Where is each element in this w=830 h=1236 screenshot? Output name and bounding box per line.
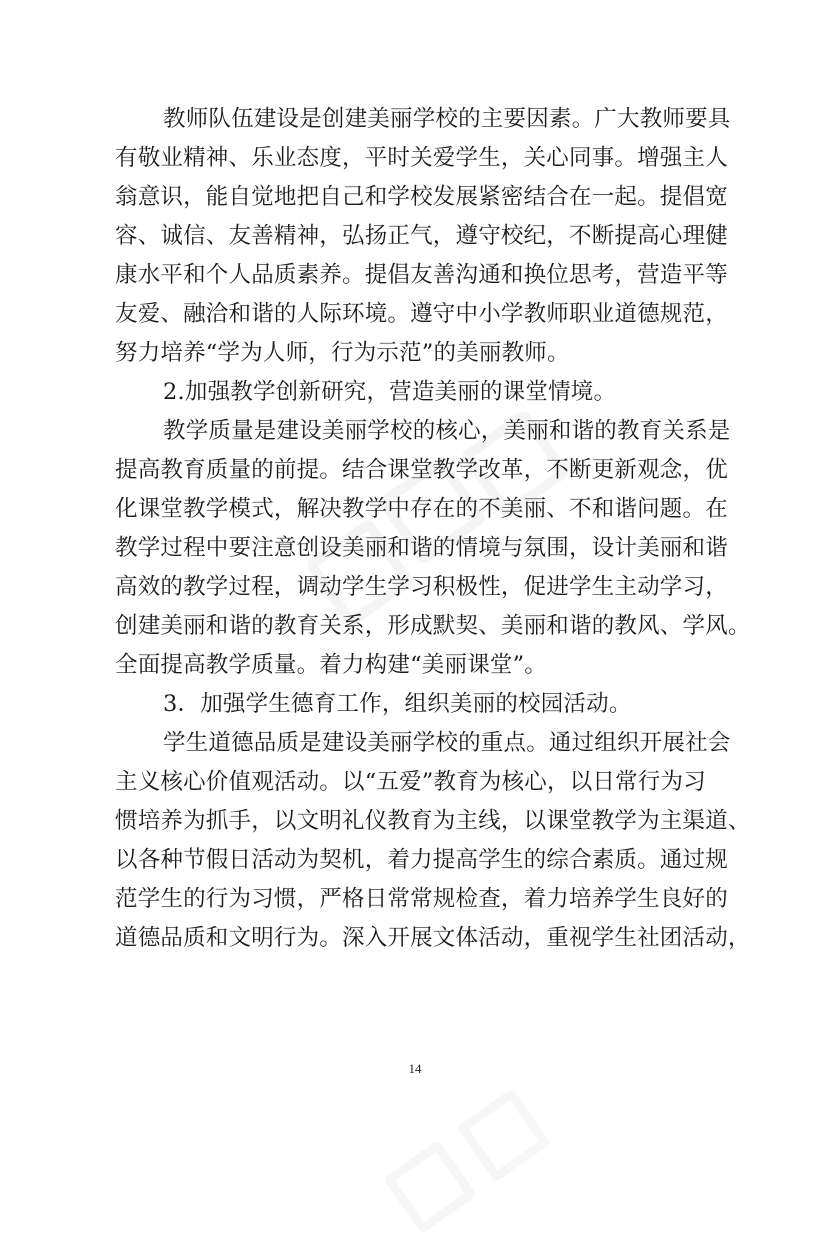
paragraph-teacher-team-line-6: 友爱、融洽和谐的人际环境。遵守中小学教师职业道德规范， [115, 301, 728, 327]
paragraph-teacher-team-line-2: 有敬业精神、乐业态度，平时关爱学生，关心同事。增强主人 [115, 145, 728, 171]
section-heading-2: 2.加强教学创新研究，营造美丽的课堂情境。 [163, 379, 617, 405]
paragraph-teacher-team-line-3: 翁意识，能自觉地把自己和学校发展紧密结合在一起。提倡宽 [115, 184, 728, 210]
paragraph-teacher-team-line-7: 努力培养“学为人师，行为示范”的美丽教师。 [115, 340, 570, 366]
paragraph-moral-line-5: 范学生的行为习惯，严格日常常规检查，着力培养学生良好的 [115, 886, 728, 912]
paragraph-teacher-team-line-1: 教师队伍建设是创建美丽学校的主要因素。广大教师要具 [163, 106, 731, 132]
paragraph-teaching-line-6: 创建美丽和谐的教育关系，形成默契、美丽和谐的教风、学风。 [115, 613, 751, 639]
paragraph-teaching-line-4: 教学过程中要注意创设美丽和谐的情境与氛围，设计美丽和谐 [115, 535, 728, 561]
paragraph-teaching-line-1: 教学质量是建设美丽学校的核心，美丽和谐的教育关系是 [163, 418, 731, 444]
paragraph-teaching-line-7: 全面提高教学质量。着力构建“美丽课堂”。 [115, 652, 548, 678]
section-heading-3: 3．加强学生德育工作，组织美丽的校园活动。 [163, 691, 632, 717]
paragraph-moral-line-1: 学生道德品质是建设美丽学校的重点。通过组织开展社会 [163, 730, 731, 756]
paragraph-teaching-line-5: 高效的教学过程，调动学生学习积极性，促进学生主动学习， [115, 574, 728, 600]
paragraph-moral-line-3: 惯培养为抓手，以文明礼仪教育为主线，以课堂教学为主渠道、 [115, 808, 751, 834]
paragraph-moral-line-6: 道德品质和文明行为。深入开展文体活动，重视学生社团活动， [115, 925, 751, 951]
body-text [115, 100, 751, 958]
paragraph-moral-line-4: 以各种节假日活动为契机，着力提高学生的综合素质。通过规 [115, 847, 728, 873]
paragraph-teacher-team-line-5: 康水平和个人品质素养。提倡友善沟通和换位思考，营造平等 [115, 262, 728, 288]
paragraph-teaching-line-3: 化课堂教学模式，解决教学中存在的不美丽、不和谐问题。在 [115, 496, 728, 522]
paragraph-teaching-line-2: 提高教育质量的前提。结合课堂教学改革，不断更新观念，优 [115, 457, 728, 483]
page-number: 14 [408, 1061, 422, 1076]
paragraph-moral-line-2: 主义核心价值观活动。以“五爱”教育为核心，以日常行为习 [115, 769, 706, 795]
paragraph-teacher-team-line-4: 容、诚信、友善精神，弘扬正气，遵守校纪，不断提高心理健 [115, 223, 728, 249]
